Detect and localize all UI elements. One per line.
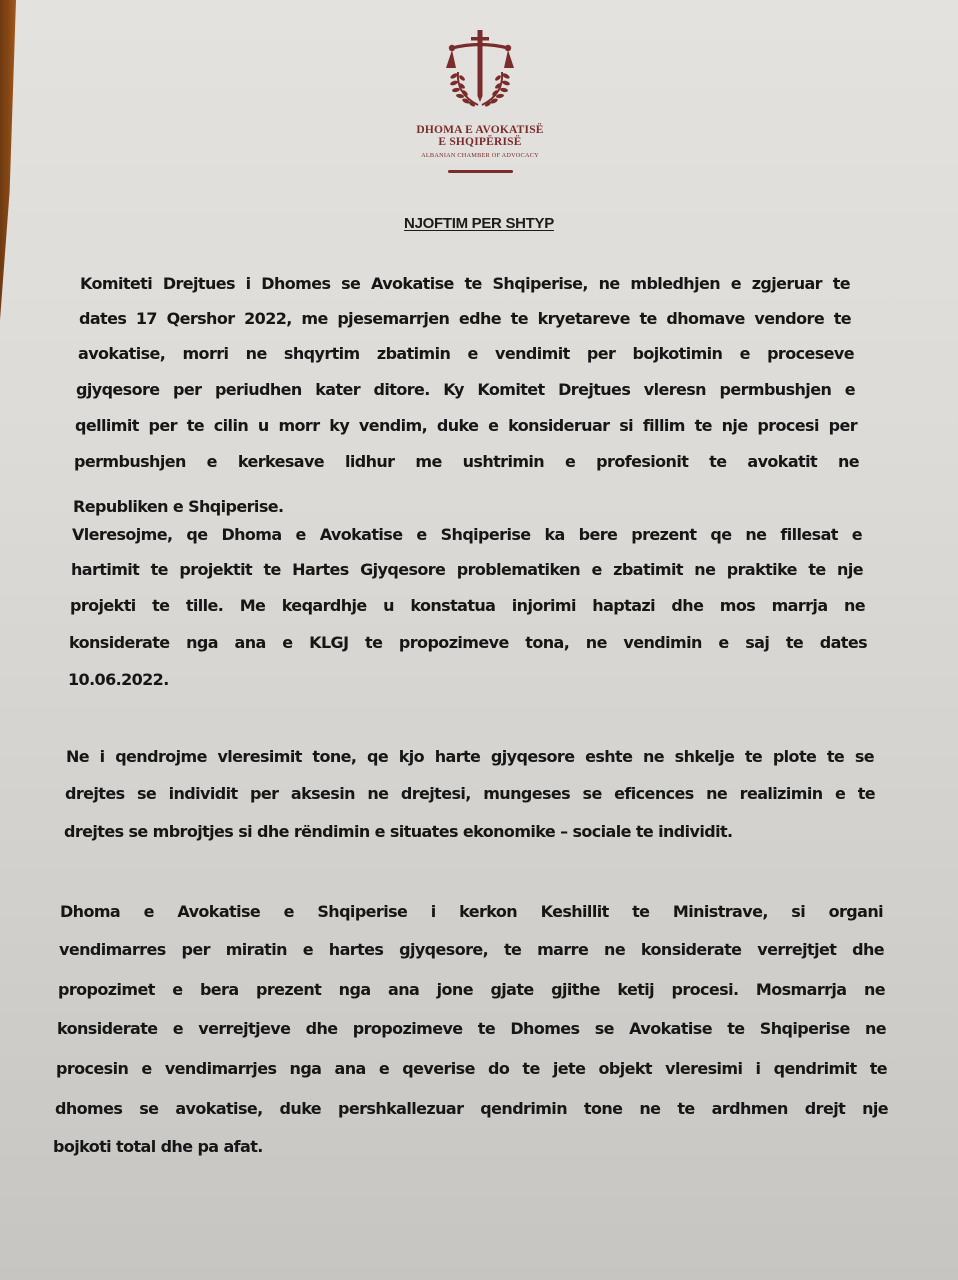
paragraph-1-line-5: qellimit per te cilin u morr ky vendim, duke e konsideruar si fillim te nje procesi per	[75, 416, 857, 435]
paragraph-1-line-6: permbushjen e kerkesave lidhur me ushtrimin e profesionit te avokatit ne	[74, 452, 859, 471]
paragraph-4-line-3: propozimet e bera prezent nga ana jone gjate gjithe ketij procesi. Mosmarrja ne	[58, 980, 885, 999]
chamber-logo	[385, 28, 575, 173]
paragraph-4-line-1: Dhoma e Avokatise e Shqiperise i kerkon Keshillit te Ministrave, si organi	[60, 902, 883, 921]
logo-divider	[448, 170, 513, 173]
paragraph-4-line-2: vendimarres per miratin e hartes gjyqesore, te marre ne konsiderate verrejtjet dhe	[59, 940, 884, 959]
logo-name-line1: DHOMA E AVOKATISË	[416, 124, 544, 136]
paragraph-2-line-2: hartimit te projektit te Hartes Gjyqesore problematiken e zbatimit ne praktike te nje	[71, 560, 863, 579]
paragraph-2-line-4: konsiderate nga ana e KLGJ te propozimeve tona, ne vendimin e saj te dates	[69, 633, 867, 652]
paragraph-4-line-6: dhomes se avokatise, duke pershkallezuar qendrimin tone ne te ardhmen drejt nje	[55, 1099, 888, 1118]
paragraph-1-line-3: avokatise, morri ne shqyrtim zbatimin e vendimit per bojkotimin e proceseve	[78, 344, 854, 363]
paragraph-4-line-4: konsiderate e verrejtjeve dhe propozimeve te Dhomes se Avokatise te Shqiperise ne	[57, 1019, 886, 1038]
paragraph-3-line-1: Ne i qendrojme vleresimit tone, qe kjo harte gjyqesore eshte ne shkelje te plote te se	[66, 747, 874, 766]
document-title	[0, 215, 958, 232]
paragraph-2-line-3: projekti te tille. Me keqardhje u konstatua injorimi haptazi dhe mos marrja ne	[70, 596, 865, 615]
paragraph-3-line-2: drejtes se individit per aksesin ne drejtesi, mungeses se eficences ne realizimin e te	[65, 784, 875, 803]
paragraph-1-line-2: dates 17 Qershor 2022, me pjesemarrjen edhe te kryetareve te dhomave vendore te	[79, 309, 851, 328]
paragraph-3-line-3: drejtes se mbrojtjes si dhe rëndimin e situates ekonomike – sociale te individit.	[64, 822, 733, 841]
logo-name-line2: E SHQIPËRISË	[438, 136, 522, 148]
document-title-text: NJOFTIM PER SHTYP	[404, 215, 554, 232]
logo-subtitle: ALBANIAN CHAMBER OF ADVOCACY	[421, 152, 539, 159]
paragraph-2-line-1: Vleresojme, qe Dhoma e Avokatise e Shqiperise ka bere prezent qe ne fillesat e	[72, 525, 862, 544]
paragraph-2-line-5: 10.06.2022.	[68, 670, 169, 689]
logo-name	[385, 124, 575, 148]
paragraph-4-line-5: procesin e vendimarrjes nga ana e qeverise do te jete objekt vleresimi i qendrimit te	[56, 1059, 887, 1078]
paragraph-4-line-7: bojkoti total dhe pa afat.	[53, 1137, 263, 1156]
paragraph-1-line-1: Komiteti Drejtues i Dhomes se Avokatise te Shqiperise, ne mbledhjen e zgjeruar te	[80, 274, 850, 293]
paragraph-1-line-7: Republiken e Shqiperise.	[73, 497, 284, 516]
scales-sword-laurel-icon	[444, 28, 516, 110]
paragraph-1-line-4: gjyqesore per periudhen kater ditore. Ky Komitet Drejtues vleresn permbushjen e	[76, 380, 855, 399]
